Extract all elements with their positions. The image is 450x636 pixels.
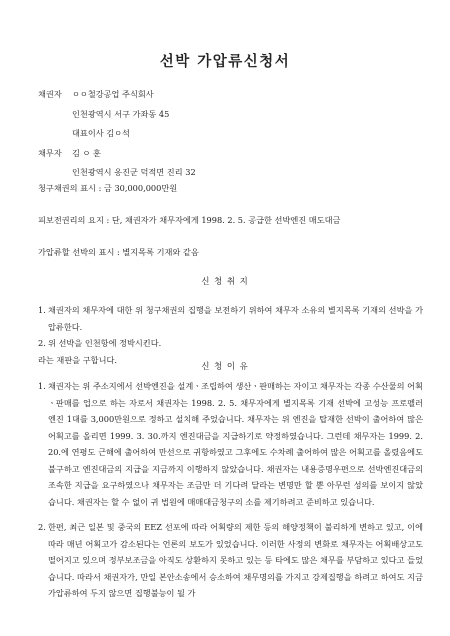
reason-item-number: 2.: [38, 522, 46, 532]
creditor-representative: 대표이사 김ㅇ석: [72, 128, 130, 138]
purpose-item-text: 위 선박을 인천항에 정박시킨다.: [48, 338, 162, 348]
purpose-list: [38, 302, 423, 368]
purpose-closing: 라는 재판을 구합니다.: [38, 354, 117, 365]
reason-item: [38, 519, 423, 602]
creditor-name: ㅇㅇ철강공업 주식회사: [72, 89, 154, 99]
purpose-item: [38, 302, 423, 335]
reason-item-text: 채권자는 위 주소지에서 선박엔진을 설계ㆍ조립하여 생산ㆍ판매하는 자이고 채무자는 각종 수산물의 어획ㆍ판매를 업으로 하는 자로서 채권자는 1998. 2. 5. 채무자에게 별지목록 기재 선박에 고성능 프로펠러 엔진 1대를 3,000만원으로 정하고 설치해 주었습니다. 채무자는 위 엔진을 탑재한 선박이 출어하여 많은 어획고를 올리면 1999. 3. 30.까지 엔진대금을 지급하기로 약정하였습니다. 그런데 채무자는 1999. 2. 20.에 연평도 근해에 출어하여 만선으로 귀항하였고 그후에도 수차례 출어하여 많은 어획고를 올렸음에도 불구하고 엔진대금의 지급을 지금까지 이행하지 않았습니다. 채권자는 내용증명우편으로 선박엔진대금의 조속한 지급을 요구하였으나 채무자는 조금만 더 기다려 달라는 변명만 할 뿐 아무런 성의를 보이지 않았습니다. 채권자는 할 수 없이 귀 법원에 매매대금청구의 소를 제기하려고 준비하고 있습니다.: [48, 381, 423, 507]
reason-heading: 신 청 이 유: [201, 361, 249, 371]
purpose-item: [38, 335, 423, 352]
document-title: 선박 가압류신청서: [159, 53, 291, 70]
debtor-address: 인천광역시 옹진군 덕적면 진리 32: [72, 167, 196, 177]
preserved-right: 피보전권리의 요지 : 단, 채권자가 채무자에게 1998. 2. 5. 공급한 선박엔진 매도대금: [38, 215, 341, 225]
creditor-role-label: 채권자: [38, 89, 62, 99]
reason-item-text: 한편, 최근 일본 및 중국의 EEZ 선포에 따라 어획량의 제한 등의 해양정책이 불리하게 변하고 있고, 이에 따라 매년 어획고가 감소된다는 언론의 보도가 있었습니다. 이러한 사정의 변화로 채무자는 어획배상고도 떨어지고 있으며 정부보조금을 아직도 상환하지 못하고 있는 등 타에도 많은 채무를 부담하고 있다고 들었습니다. 따라서 채권자가, 만일 본안소송에서 승소하여 채무명의를 가지고 강제집행을 하려고 하여도 지금 가압류하여 두지 않으면 집행불능이 될 가: [48, 522, 423, 598]
debtor-role-label: 채무자: [38, 147, 62, 158]
debtor-name: 김 ㅇ 훈: [72, 147, 101, 158]
reason-item: [38, 378, 423, 510]
creditor-block: [38, 85, 196, 183]
purpose-heading: 신 청 취 지: [201, 276, 249, 286]
purpose-item-number: 2.: [38, 338, 46, 348]
reason-list: [38, 378, 423, 602]
claim-amount: 청구채권의 표시 : 금 30,000,000만원: [38, 183, 178, 193]
creditor-address: 인천광역시 서구 가좌동 45: [72, 108, 170, 119]
purpose-item-text: 채권자의 채무자에 대한 위 청구채권의 집행을 보전하기 위하여 채무자 소유의 별지목록 기재의 선박을 가압류한다.: [48, 305, 423, 332]
purpose-item-number: 1.: [38, 305, 46, 315]
reason-item-number: 1.: [38, 381, 46, 391]
ship-display: 가압류할 선박의 표시 : 별지목록 기재와 같음: [38, 247, 199, 257]
